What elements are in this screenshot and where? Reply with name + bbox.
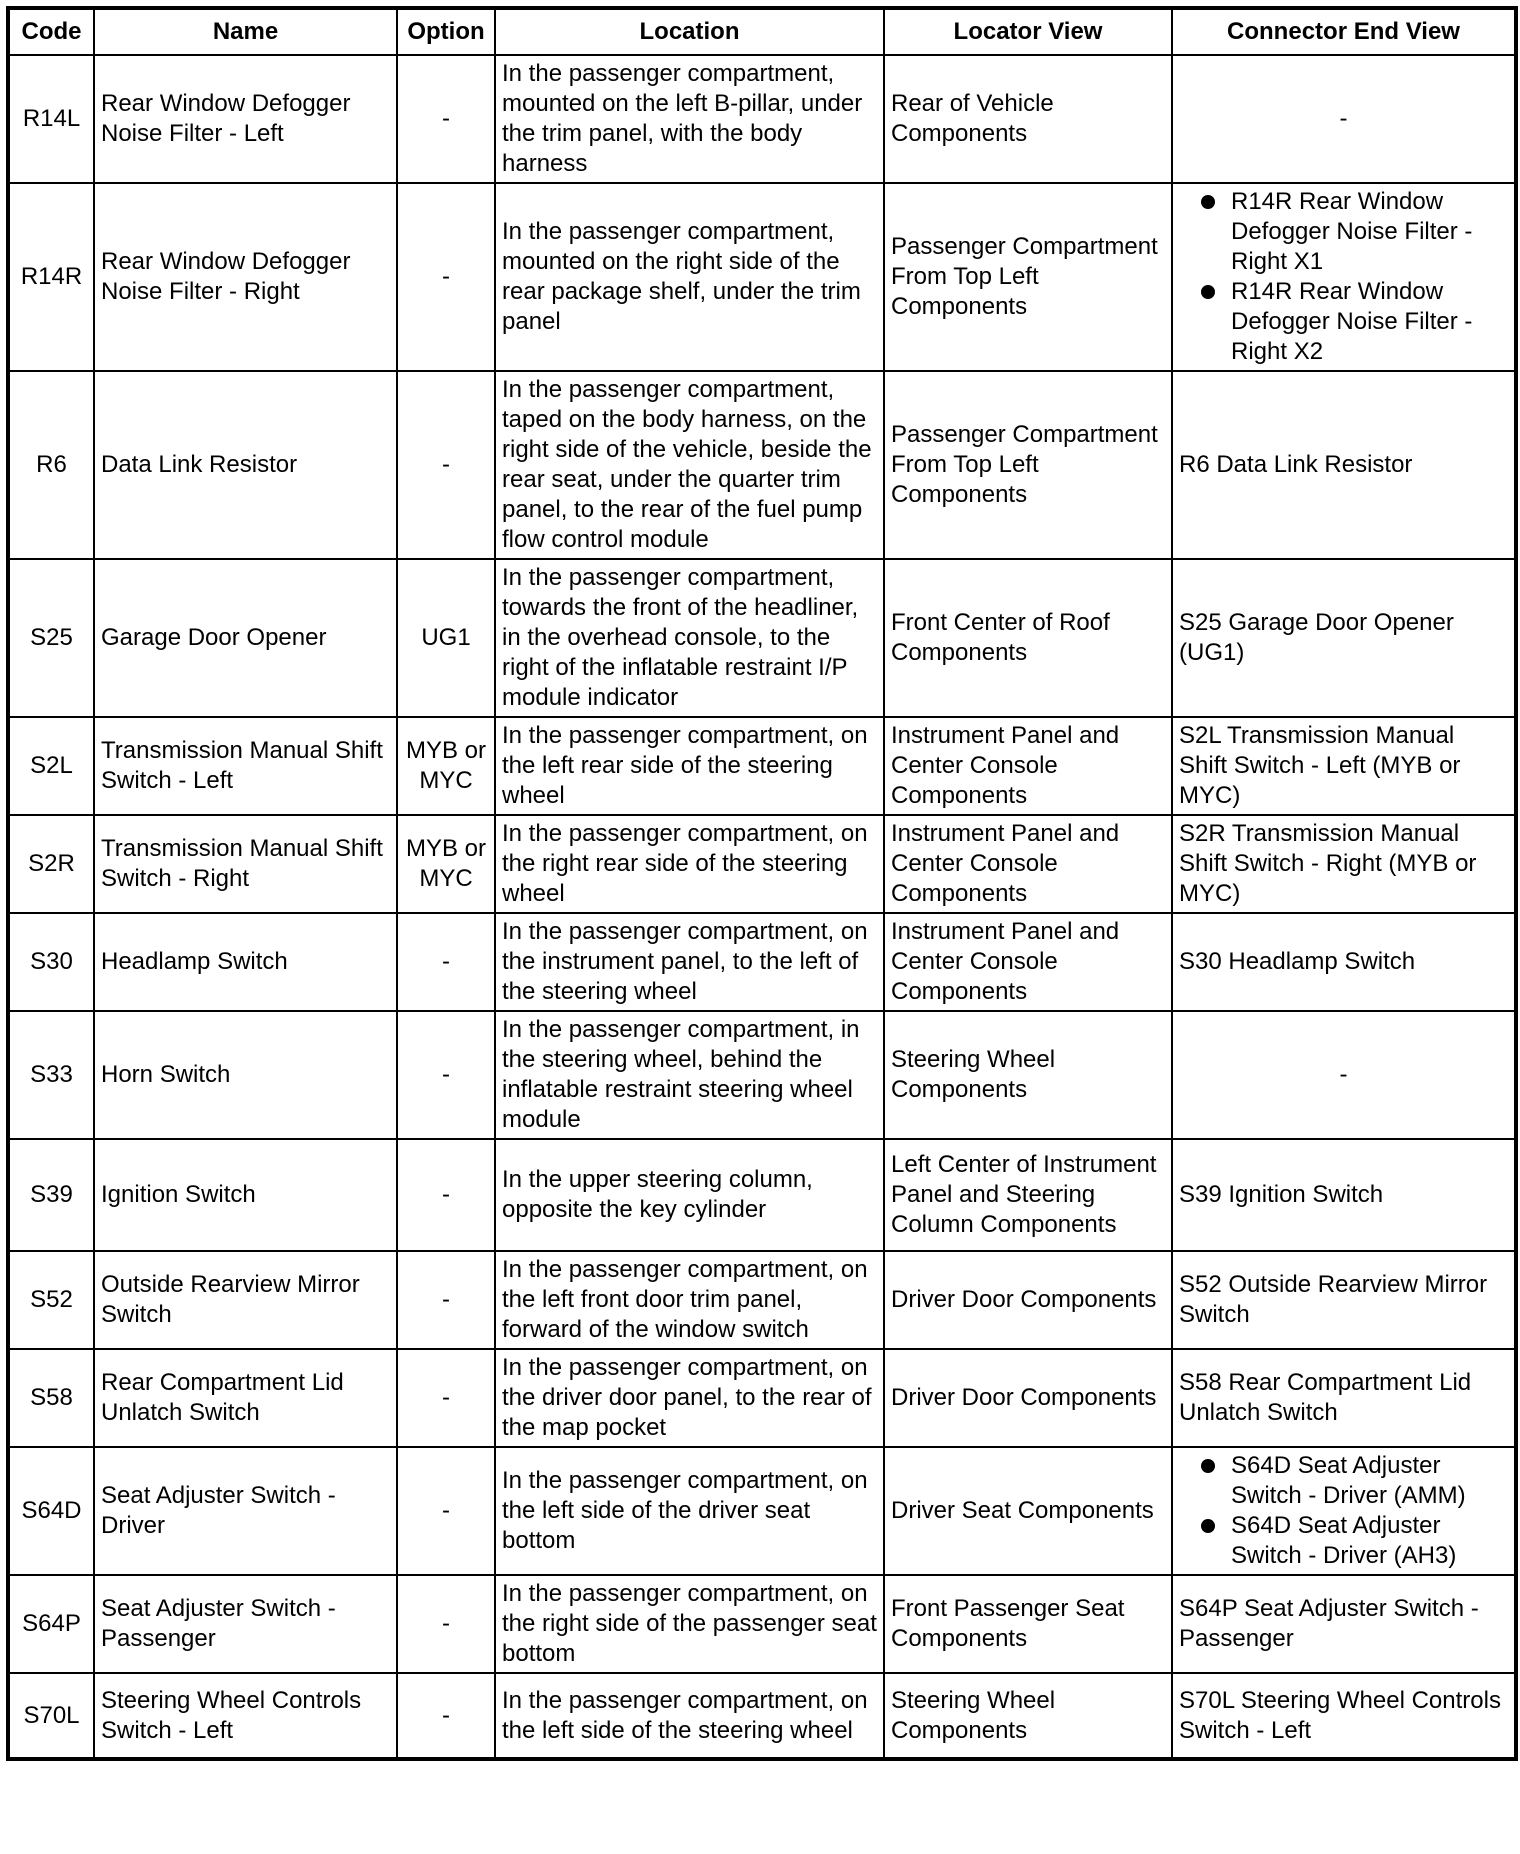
cell-locator-view: Instrument Panel and Center Console Components [884, 815, 1172, 913]
cell-connector-end-view: S52 Outside Rearview Mirror Switch [1172, 1251, 1516, 1349]
cell-option: - [397, 371, 495, 559]
cell-connector-end-view: S58 Rear Compartment Lid Unlatch Switch [1172, 1349, 1516, 1447]
cell-option: - [397, 1447, 495, 1575]
cell-option: UG1 [397, 559, 495, 717]
cell-locator-view: Driver Seat Components [884, 1447, 1172, 1575]
cell-location: In the passenger compartment, on the left rear side of the steering wheel [495, 717, 884, 815]
cell-location: In the passenger compartment, towards the front of the headliner, in the overhead console, to the right of the inflatable restraint I/P module indicator [495, 559, 884, 717]
cell-code: S25 [8, 559, 94, 717]
cell-option: - [397, 183, 495, 371]
connector-bullet-item: S64D Seat Adjuster Switch - Driver (AMM) [1231, 1451, 1508, 1511]
cell-name: Horn Switch [94, 1011, 397, 1139]
cell-connector-end-view: - [1172, 55, 1516, 183]
table-row [8, 913, 1516, 1011]
cell-connector-end-view: S70L Steering Wheel Controls Switch - Left [1172, 1673, 1516, 1759]
component-locator-table [6, 6, 1518, 1761]
connector-bullet-item: R14R Rear Window Defogger Noise Filter - Right X2 [1231, 277, 1508, 367]
cell-locator-view: Instrument Panel and Center Console Components [884, 717, 1172, 815]
table-row [8, 183, 1516, 371]
cell-connector-end-view: S39 Ignition Switch [1172, 1139, 1516, 1251]
cell-location: In the passenger compartment, on the left side of the steering wheel [495, 1673, 884, 1759]
table-body [8, 55, 1516, 1759]
cell-location: In the passenger compartment, taped on the body harness, on the right side of the vehicle, beside the rear seat, under the quarter trim panel, to the rear of the fuel pump flow control module [495, 371, 884, 559]
cell-locator-view: Left Center of Instrument Panel and Steering Column Components [884, 1139, 1172, 1251]
cell-name: Transmission Manual Shift Switch - Left [94, 717, 397, 815]
cell-locator-view: Steering Wheel Components [884, 1011, 1172, 1139]
component-table-wrapper [6, 6, 1518, 1761]
cell-option: - [397, 1251, 495, 1349]
cell-option: MYB or MYC [397, 717, 495, 815]
cell-option: - [397, 1139, 495, 1251]
cell-code: S30 [8, 913, 94, 1011]
cell-connector-end-view: R6 Data Link Resistor [1172, 371, 1516, 559]
cell-connector-end-view: S64P Seat Adjuster Switch - Passenger [1172, 1575, 1516, 1673]
header-row [8, 8, 1516, 55]
table-row [8, 815, 1516, 913]
cell-connector-end-view: - [1172, 1011, 1516, 1139]
cell-code: R14R [8, 183, 94, 371]
cell-option: - [397, 1349, 495, 1447]
header-code: Code [8, 8, 94, 55]
cell-locator-view: Front Center of Roof Components [884, 559, 1172, 717]
table-row [8, 1251, 1516, 1349]
header-option: Option [397, 8, 495, 55]
cell-connector-end-view: S30 Headlamp Switch [1172, 913, 1516, 1011]
cell-code: S64D [8, 1447, 94, 1575]
connector-bullet-item: R14R Rear Window Defogger Noise Filter - Right X1 [1231, 187, 1508, 277]
cell-name: Seat Adjuster Switch - Driver [94, 1447, 397, 1575]
connector-bullet-item: S64D Seat Adjuster Switch - Driver (AH3) [1231, 1511, 1508, 1571]
cell-locator-view: Rear of Vehicle Components [884, 55, 1172, 183]
cell-location: In the passenger compartment, on the left side of the driver seat bottom [495, 1447, 884, 1575]
header-name: Name [94, 8, 397, 55]
cell-option: - [397, 1575, 495, 1673]
cell-name: Ignition Switch [94, 1139, 397, 1251]
cell-connector-end-view: S2L Transmission Manual Shift Switch - Left (MYB or MYC) [1172, 717, 1516, 815]
cell-code: S33 [8, 1011, 94, 1139]
connector-bullet-list [1179, 1451, 1508, 1571]
header-locator-view: Locator View [884, 8, 1172, 55]
cell-name: Rear Window Defogger Noise Filter - Left [94, 55, 397, 183]
cell-code: R6 [8, 371, 94, 559]
cell-locator-view: Instrument Panel and Center Console Components [884, 913, 1172, 1011]
table-row [8, 55, 1516, 183]
table-header [8, 8, 1516, 55]
cell-location: In the upper steering column, opposite the key cylinder [495, 1139, 884, 1251]
cell-option: - [397, 1011, 495, 1139]
table-row [8, 1447, 1516, 1575]
table-row [8, 717, 1516, 815]
cell-location: In the passenger compartment, on the instrument panel, to the left of the steering wheel [495, 913, 884, 1011]
cell-connector-end-view [1172, 183, 1516, 371]
cell-location: In the passenger compartment, on the left front door trim panel, forward of the window switch [495, 1251, 884, 1349]
cell-location: In the passenger compartment, mounted on the right side of the rear package shelf, under the trim panel [495, 183, 884, 371]
cell-name: Headlamp Switch [94, 913, 397, 1011]
table-row [8, 1575, 1516, 1673]
table-row [8, 1011, 1516, 1139]
cell-connector-end-view: S25 Garage Door Opener (UG1) [1172, 559, 1516, 717]
cell-name: Transmission Manual Shift Switch - Right [94, 815, 397, 913]
table-row [8, 1673, 1516, 1759]
cell-code: S2R [8, 815, 94, 913]
cell-code: S39 [8, 1139, 94, 1251]
cell-code: S52 [8, 1251, 94, 1349]
table-row [8, 1349, 1516, 1447]
cell-option: - [397, 913, 495, 1011]
cell-name: Steering Wheel Controls Switch - Left [94, 1673, 397, 1759]
connector-bullet-list [1179, 187, 1508, 367]
cell-location: In the passenger compartment, mounted on the left B-pillar, under the trim panel, with the body harness [495, 55, 884, 183]
cell-name: Rear Window Defogger Noise Filter - Right [94, 183, 397, 371]
cell-locator-view: Driver Door Components [884, 1251, 1172, 1349]
cell-connector-end-view: S2R Transmission Manual Shift Switch - Right (MYB or MYC) [1172, 815, 1516, 913]
cell-code: S58 [8, 1349, 94, 1447]
cell-locator-view: Passenger Compartment From Top Left Components [884, 371, 1172, 559]
cell-option: - [397, 55, 495, 183]
cell-option: - [397, 1673, 495, 1759]
cell-locator-view: Front Passenger Seat Components [884, 1575, 1172, 1673]
cell-code: S64P [8, 1575, 94, 1673]
cell-name: Garage Door Opener [94, 559, 397, 717]
cell-locator-view: Passenger Compartment From Top Left Components [884, 183, 1172, 371]
header-connector-end-view: Connector End View [1172, 8, 1516, 55]
cell-location: In the passenger compartment, on the driver door panel, to the rear of the map pocket [495, 1349, 884, 1447]
cell-locator-view: Driver Door Components [884, 1349, 1172, 1447]
cell-code: S2L [8, 717, 94, 815]
table-row [8, 371, 1516, 559]
cell-code: S70L [8, 1673, 94, 1759]
cell-code: R14L [8, 55, 94, 183]
cell-locator-view: Steering Wheel Components [884, 1673, 1172, 1759]
cell-name: Rear Compartment Lid Unlatch Switch [94, 1349, 397, 1447]
cell-connector-end-view [1172, 1447, 1516, 1575]
table-row [8, 1139, 1516, 1251]
cell-name: Data Link Resistor [94, 371, 397, 559]
cell-option: MYB or MYC [397, 815, 495, 913]
header-location: Location [495, 8, 884, 55]
cell-location: In the passenger compartment, on the right side of the passenger seat bottom [495, 1575, 884, 1673]
cell-name: Outside Rearview Mirror Switch [94, 1251, 397, 1349]
table-row [8, 559, 1516, 717]
cell-location: In the passenger compartment, on the right rear side of the steering wheel [495, 815, 884, 913]
cell-name: Seat Adjuster Switch - Passenger [94, 1575, 397, 1673]
cell-location: In the passenger compartment, in the steering wheel, behind the inflatable restraint steering wheel module [495, 1011, 884, 1139]
